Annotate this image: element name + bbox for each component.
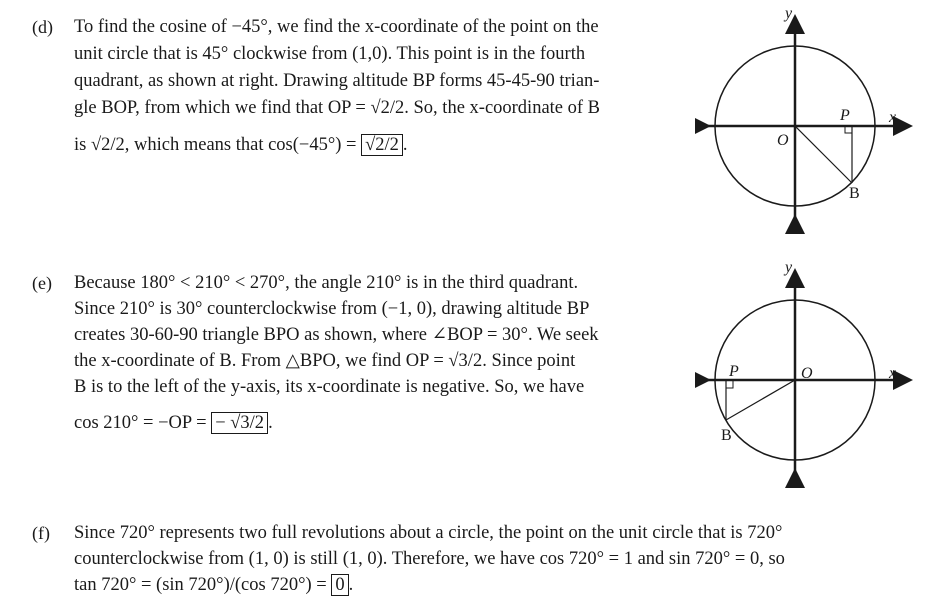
answer-box: √2/2 xyxy=(361,134,403,156)
text-line: gle BOP, from which we find that OP = √2/2. So, the x-coordinate of B xyxy=(74,98,601,118)
text-line: counterclockwise from (1, 0) is still (1, 0). Therefore, we have cos 720° = 1 and sin 720° = 0, so xyxy=(74,549,785,569)
text-line: Since 210° is 30° counterclockwise from (−1, 0), drawing altitude BP xyxy=(74,299,590,319)
text-line: tan 720° = (sin 720°)/(cos 720°) = xyxy=(74,575,327,595)
x-axis-label: x xyxy=(889,109,897,126)
answer-line xyxy=(74,572,353,598)
origin-label: O xyxy=(801,365,813,382)
part-label: (f) xyxy=(32,523,50,543)
text-line: the x-coordinate of B. From △BPO, we find OP = √3/2. Since point xyxy=(74,351,576,371)
point-p-label: P xyxy=(840,107,850,124)
origin-label: O xyxy=(777,132,789,149)
text-line: is √2/2, which means that cos(−45°) = xyxy=(74,135,357,155)
period: . xyxy=(268,413,273,433)
text-line: To find the cosine of −45°, we find the x-coordinate of the point on the xyxy=(74,17,599,37)
text-line: Because 180° < 210° < 270°, the angle 210° is in the third quadrant. xyxy=(74,273,579,293)
point-p-label: P xyxy=(729,363,739,380)
part-label: (e) xyxy=(32,273,52,293)
y-axis-label: y xyxy=(785,259,793,276)
text-line: B is to the left of the y-axis, its x-coordinate is negative. So, we have xyxy=(74,377,585,397)
segment-OB xyxy=(726,380,795,420)
text-line: unit circle that is 45° clockwise from (1,0). This point is in the fourth xyxy=(74,44,586,64)
unit-circle-figure-d xyxy=(695,0,915,240)
period: . xyxy=(402,135,408,155)
text-line: creates 30-60-90 triangle BPO as shown, where ∠BOP = 30°. We seek xyxy=(74,325,599,345)
segment-OB xyxy=(795,126,852,183)
text-line: cos 210° = −OP = xyxy=(74,413,207,433)
unit-circle-figure-e xyxy=(695,254,915,494)
x-axis-label: x xyxy=(889,365,897,382)
text-line: quadrant, as shown at right. Drawing altitude BP forms 45-45-90 trian- xyxy=(74,71,600,91)
answer-line xyxy=(74,132,408,158)
text-line: Since 720° represents two full revolutions about a circle, the point on the unit circle that is 720° xyxy=(74,523,783,543)
answer-box: 0 xyxy=(331,574,348,596)
y-axis-label: y xyxy=(785,5,793,22)
answer-line xyxy=(74,410,273,436)
point-b-label: B xyxy=(849,185,860,202)
point-b-label: B xyxy=(721,427,732,444)
answer-box: − √3/2 xyxy=(211,412,268,434)
part-label: (d) xyxy=(32,17,53,37)
period: . xyxy=(348,575,354,595)
